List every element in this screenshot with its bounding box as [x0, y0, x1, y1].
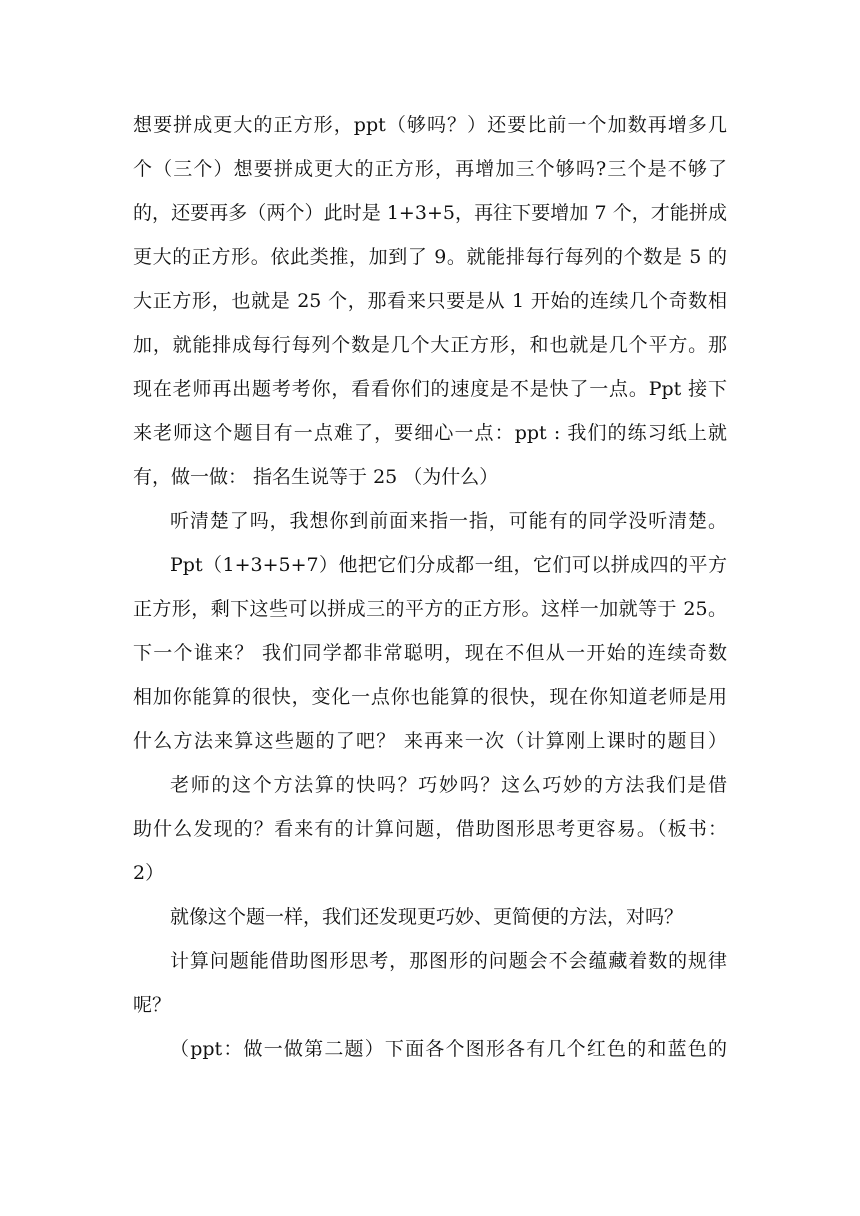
- paragraph-first-line: 听清楚了吗，我想你到前面来指一指，可能有的同学没听清楚。: [170, 510, 727, 532]
- paragraph-first-line: 计算问题能借助图形思考，那图形的问题会不会蕴藏着数的规律: [170, 950, 727, 972]
- text-line: 助什么发现的？看来有的计算问题，借助图形思考更容易。（板书：: [133, 818, 727, 840]
- text-line: 2）: [133, 862, 165, 884]
- text-line: 来老师这个题目有一点难了，要细心一点：ppt : 我们的练习纸上就: [133, 422, 727, 444]
- text-line: 呢？: [133, 994, 172, 1016]
- text-line: 现在老师再出题考考你，看看你们的速度是不是快了一点。Ppt 接下: [133, 378, 727, 400]
- text-line: 想要拼成更大的正方形，ppt（够吗？）还要比前一个加数再增多几: [133, 114, 727, 136]
- text-line: 下一个谁来？ 我们同学都非常聪明，现在不但从一开始的连续奇数: [133, 642, 727, 664]
- text-line: 更大的正方形。依此类推，加到了 9。就能排每行每列的个数是 5 的: [133, 246, 727, 268]
- paragraph-first-line: Ppt（1+3+5+7）他把它们分成都一组，它们可以拼成四的平方: [170, 554, 727, 576]
- paragraph-first-line: 老师的这个方法算的快吗？巧妙吗？这么巧妙的方法我们是借: [170, 774, 727, 796]
- text-line: 加，就能排成每行每列个数是几个大正方形，和也就是几个平方。那: [133, 334, 727, 356]
- text-line: 个（三个）想要拼成更大的正方形，再增加三个够吗?三个是不够了: [133, 158, 727, 180]
- paragraph-first-line: （ppt：做一做第二题）下面各个图形各有几个红色的和蓝色的: [170, 1038, 727, 1060]
- paragraph-first-line: 就像这个题一样，我们还发现更巧妙、更简便的方法，对吗？: [170, 906, 684, 928]
- text-line: 的，还要再多（两个）此时是 1+3+5，再往下要增加 7 个，才能拼成: [133, 202, 727, 224]
- text-line: 正方形，剩下这些可以拼成三的平方的正方形。这样一加就等于 25。: [133, 598, 727, 620]
- text-line: 相加你能算的很快，变化一点你也能算的很快，现在你知道老师是用: [133, 686, 727, 708]
- text-line: 有，做一做： 指名生说等于 25 （为什么）: [133, 466, 499, 488]
- text-line: 大正方形，也就是 25 个，那看来只要是从 1 开始的连续几个奇数相: [133, 290, 727, 312]
- text-line: 什么方法来算这些题的了吧？ 来再来一次（计算刚上课时的题目）: [133, 730, 727, 752]
